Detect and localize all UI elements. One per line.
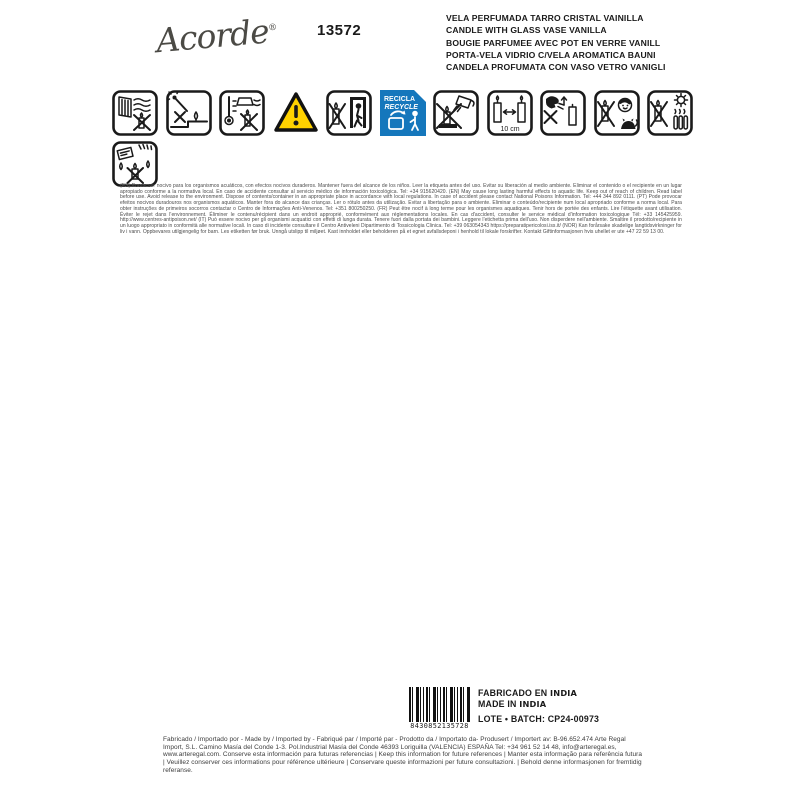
product-name-es: VELA PERFUMADA TARRO CRISTAL VAINILLA — [446, 13, 644, 23]
product-names — [446, 12, 666, 73]
batch-number: LOTE • BATCH: CP24-00973 — [478, 714, 600, 724]
barcode — [409, 687, 470, 730]
brand-logo: Acorde® — [154, 11, 278, 61]
registered-mark: ® — [267, 22, 278, 34]
made-in-en: MADE IN INDIA — [478, 699, 547, 709]
manufacturer-info: Fabricado / Importado por - Made by / Imported by - Fabriqué par / Importé par - Prodotto da / Importato da- Produsert / Importert av: B-96.652.474 Arte Regal Import, S.L. Camino Masía del Conde 1-3. Pol.Industrial Masía del Conde 46393 Loriguilla (VALENCIA) ESPAÑA Tel: +34 961 52 14 48, info@arteregal.es, www.arteregal.com. Conserve esta información para futuras referencias | Keep this information for future references | Manter esta informação para referência futura | Veuillez conserver ces informations pour référence ultérieure | Conservare queste informazioni per future consultazioni. | Behold denne informasjonen for fremtidig referanse. — [163, 736, 643, 774]
never-leave-burning-candle-unattended-icon — [326, 90, 372, 136]
product-name-it: CANDELA PROFUMATA CON VASO VETRO VANIGLI — [446, 62, 666, 73]
origin-block — [478, 688, 599, 725]
keep-candles-10cm-apart-icon — [487, 90, 533, 136]
product-name-en: CANDLE WITH GLASS VASE VANILLA — [446, 25, 607, 36]
svg-text:RECICLA: RECICLA — [383, 96, 415, 103]
svg-text:RECYCLE: RECYCLE — [384, 104, 418, 111]
barcode-bars — [409, 687, 470, 726]
do-not-extinguish-with-water-icon — [433, 90, 479, 136]
product-code: 13572 — [317, 22, 362, 39]
product-name-fr: BOUGIE PARFUMEE AVEC POT EN VERRE VANILL — [446, 37, 661, 48]
barcode-number: 8430852135728 — [410, 722, 469, 730]
temperature-warning-icon — [219, 90, 265, 136]
safety-text: (ES) Puede ser nocivo para los organismos acuáticos, con efectos nocivos duraderos. Mantener fuera del alcance de los niños. Leer la etiqueta antes del uso. Evitar su liberación al medio ambiente. Eliminar el contenido o el recipiente en un lugar apropiado conforme a la normativa local. En caso de accidente consultar al servicio médico de información toxicológica. Tel: +34 915620420. (EN) May cause long lasting harmful effects to aquatic life. Keep out of reach of children. Read label before use. Avoid release to the environment. Dispose of contents/container in an appropriate place in accordance with local regulations. In case of accident please contact National Poisons Information. Tel: +44 344 892 0111. (PT) Pode provocar efeitos nocivos duradouros nos organismos aquáticos. Manter fora do alcance das crianças. Ler o rótulo antes da utilização. Evitar a libertação para o ambiente. Eliminar o conteúdo/recipiente num local apropriado conforme a norma local. Para obter instruções de primeiros socorros contactar o Centro de Informações Anti-Venenos. Tel: +351 800250250. (FR) Peut être nocif à long terme pour les organismes aquatiques. Tenir hors de portée des enfants. Lire l'étiquette avant utilisation. Éviter le rejet dans l'environnement. Éliminer le contenu/récipient dans un endroit approprié, conformément aux réglementations locales. En cas d'accident, consulter le service médical d'information toxicologique Tél: +33 145425959. http://www.centres-antipoison.net/ (IT) Può essere nocivo per gli organismi acquatici con effetti di lunga durata. Tenere fuori dalla portata dei bambini. Leggere l'etichetta prima dell'uso. Non disperdere nell'ambiente. Smaltire il prodotto/recipiente in un luogo appropriato in conformità alle normative locali. In caso di incidente consultare il Centro Antiveleni Dipartimento di Tossicologia Clinica. Tel: +39 063054343 https://preparatipericolosi.iss.it/ (NOR) Kan forårsake skadelige langtidsvirkninger for liv i vann. Oppbevares utilgjengelig for barn. Les etiketten før bruk. Unngå utslipp til miljøet. Kast innholdet eller beholderen på et egnet avfallsdeponi i henhold til lokale forskrifter. Kontakt Giftinformasjonen hvis uhellet er ute +47 22 59 13 00. — [120, 183, 682, 235]
keep-away-from-heat-sources-icon — [647, 90, 693, 136]
safety-icons-row — [112, 90, 693, 136]
keep-away-from-children-and-pets-icon — [594, 90, 640, 136]
no-objects-into-flame-icon — [166, 90, 212, 136]
safety-icons-row-2 — [112, 141, 158, 187]
keep-wax-pool-clear-of-debris-icon — [112, 141, 158, 187]
recycle-icon — [380, 90, 426, 136]
made-in-es: FABRICADO EN INDIA — [478, 688, 578, 698]
svg-text:10 cm: 10 cm — [499, 126, 520, 133]
do-not-blow-use-snuffer-icon — [540, 90, 586, 136]
keep-away-from-drafts-icon — [112, 90, 158, 136]
warning-triangle-icon — [273, 90, 319, 136]
product-name-pt: PORTA-VELA VIDRIO C/VELA AROMATICA BAUNI — [446, 49, 656, 60]
